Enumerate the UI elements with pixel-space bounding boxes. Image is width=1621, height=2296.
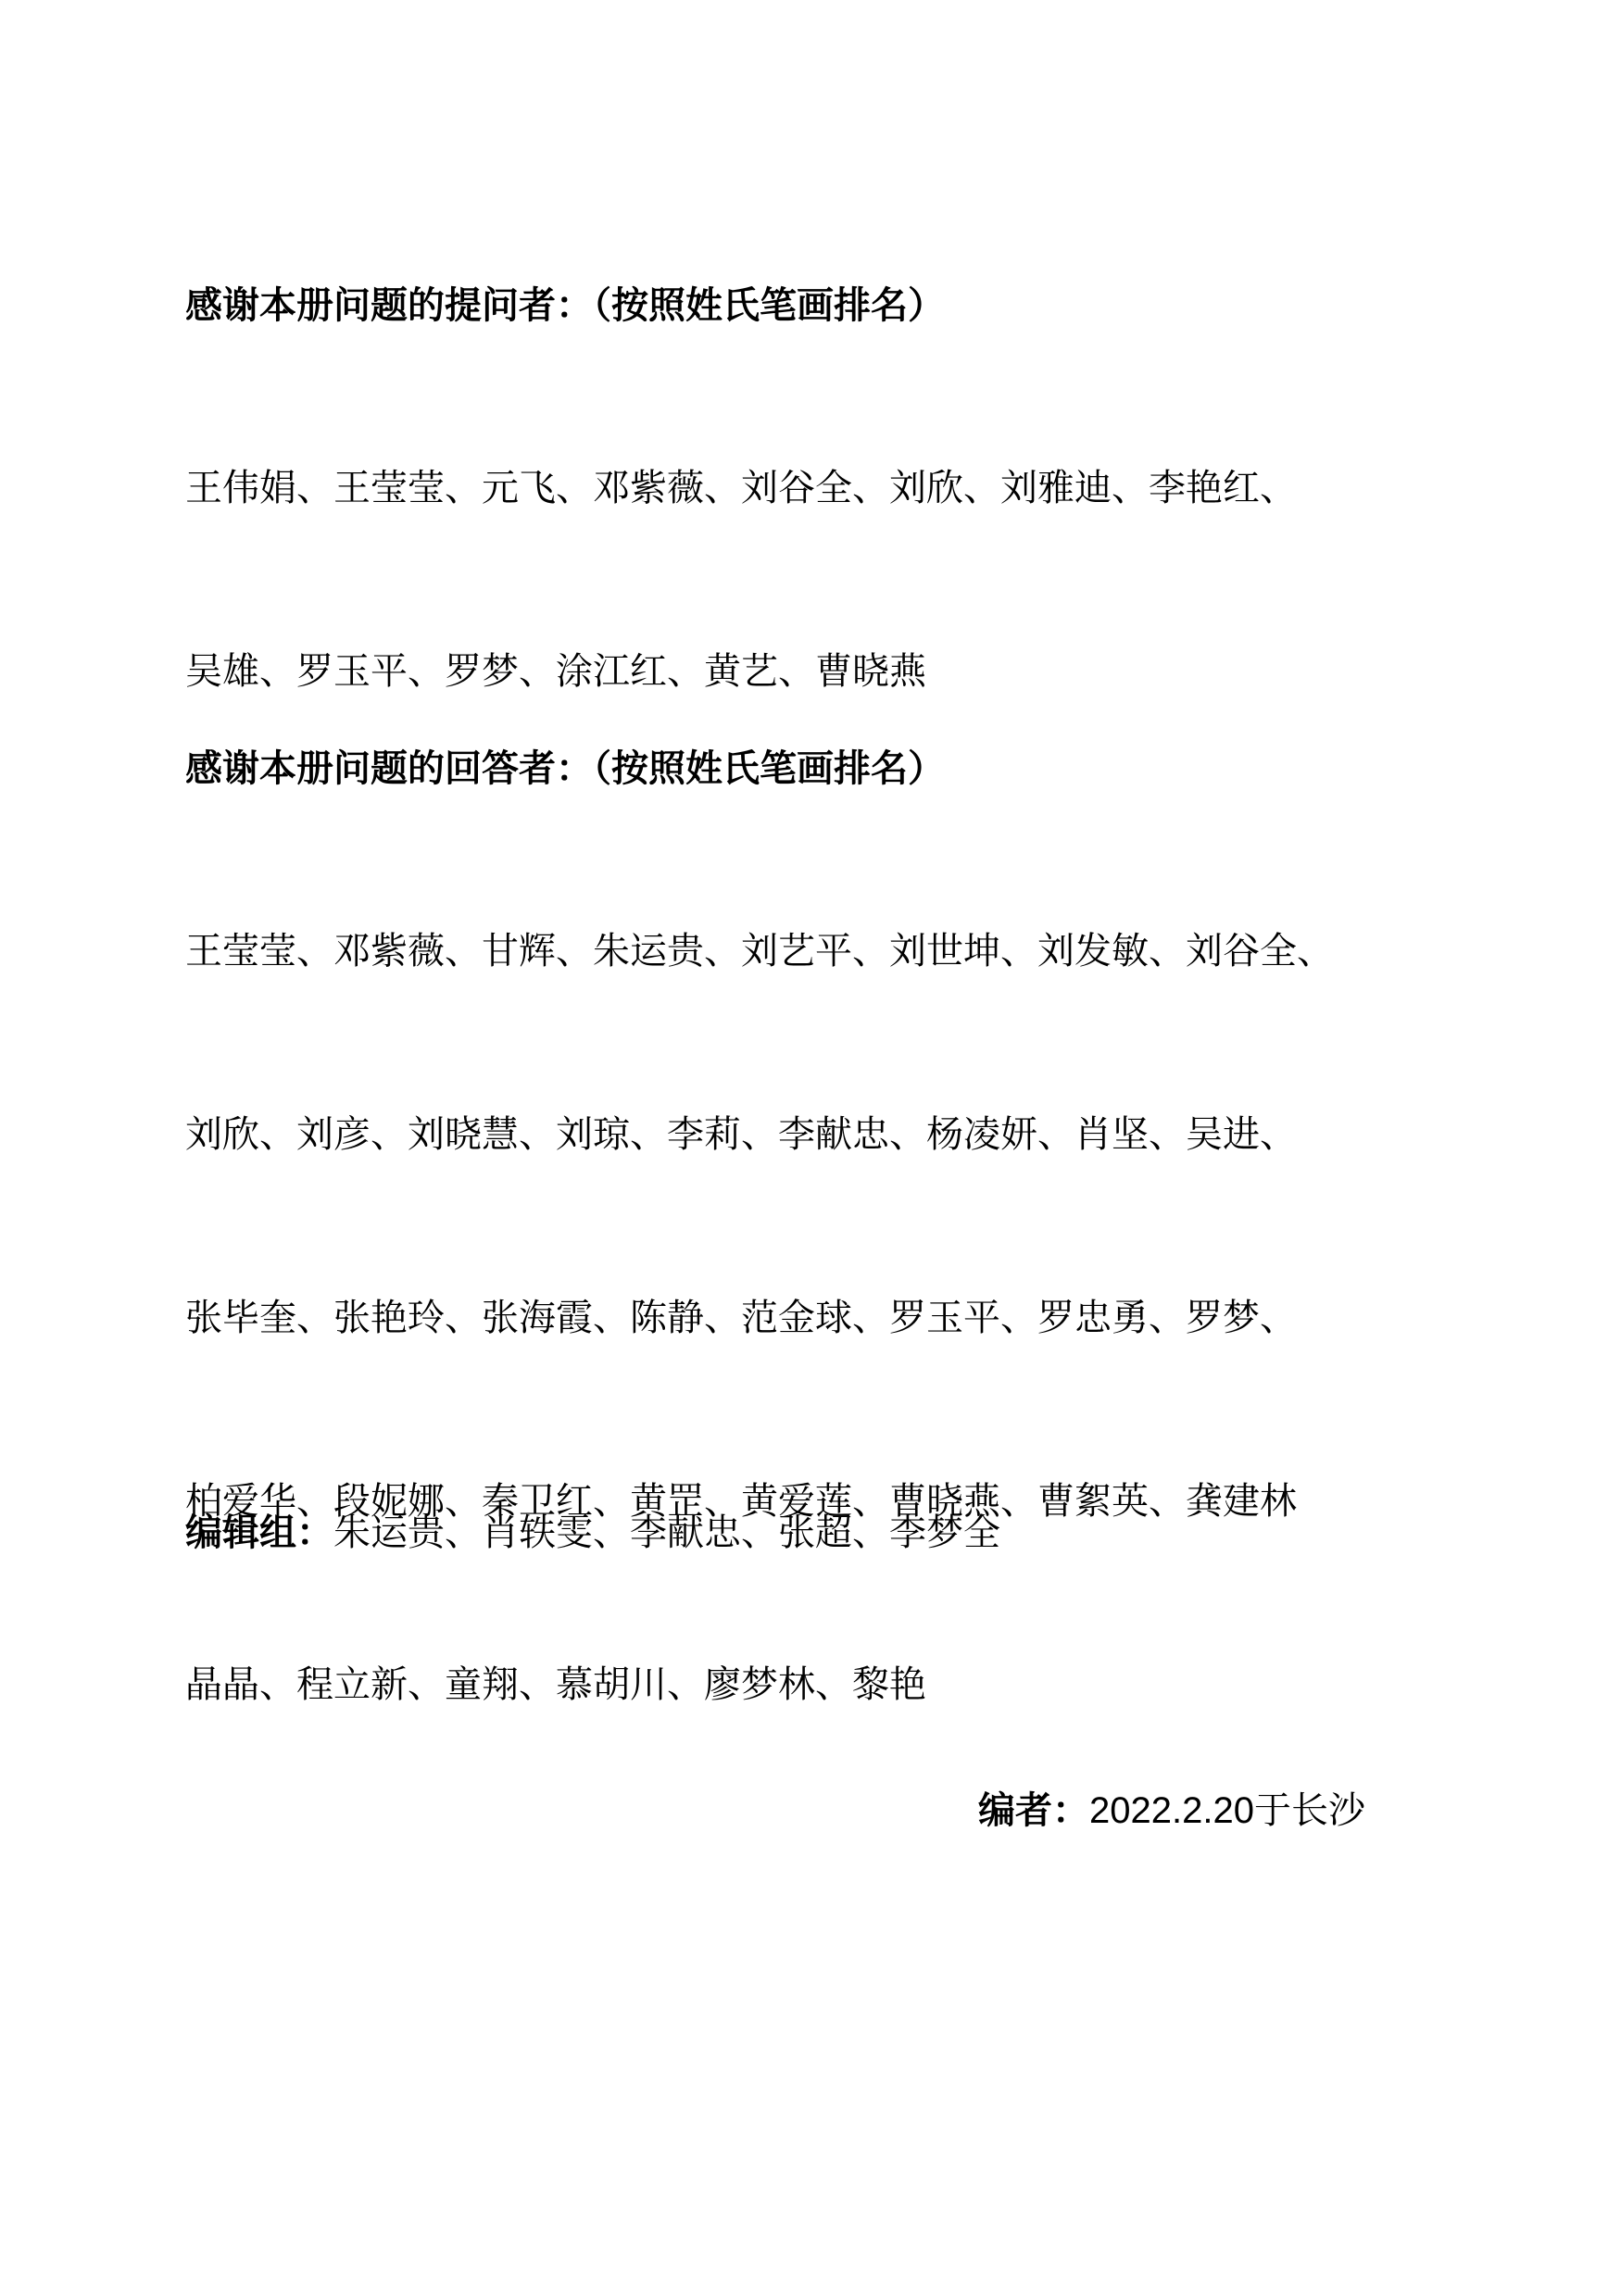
answerers-line: 晶晶、程立新、童翔、慕胡川、廖梦林、黎艳 [185,1663,926,1706]
answerers-heading: 感谢本册问题的回答者：（按照姓氏笔画排名） [185,747,945,790]
askers-heading: 感谢本册问题的提问者：（按照姓氏笔画排名） [185,284,945,327]
answerers-line: 王莹莹、邓紫薇、甘辉、朱运贵、刘艺平、刘世坤、刘发敏、刘谷全、 [185,930,1334,972]
askers-section [185,278,1445,809]
answerers-section [185,741,1445,1823]
signature-line [978,1783,1365,1838]
answerers-line: 刘欣、刘彦、刘晓慧、刘琼、李莉、李献忠、杨凌妍、肖坚、吴进、 [185,1113,1297,1156]
editors-label: 编辑组： [185,1512,333,1554]
signature-place: 于长沙 [1253,1789,1365,1832]
signature-date: 2022.2.20 [1089,1790,1254,1831]
editors-names: 朱运贵、肖轶雯、李献忠、张超、李梦全 [333,1512,1000,1554]
editors-line [185,1505,1445,1561]
answerers-names [185,814,1445,1823]
answerers-line: 张毕奎、张艳玲、张海霞、陈静、范金球、罗玉平、罗忠勇、罗梦、 [185,1297,1297,1339]
answerers-line: 柏爱华、段妮娜、秦卫红、黄罡、黄爱莲、曹晓燕、曹絮英、龚建林 [185,1480,1297,1523]
askers-line: 王伟娟、王莹莹、元飞、邓紫薇、刘谷全、刘欣、刘雅迪、李艳红、 [185,467,1297,509]
signature-label: 编者： [978,1789,1089,1832]
askers-line: 吴雄、罗玉平、罗梦、涂江红、黄艺、曹晓燕 [185,650,926,693]
